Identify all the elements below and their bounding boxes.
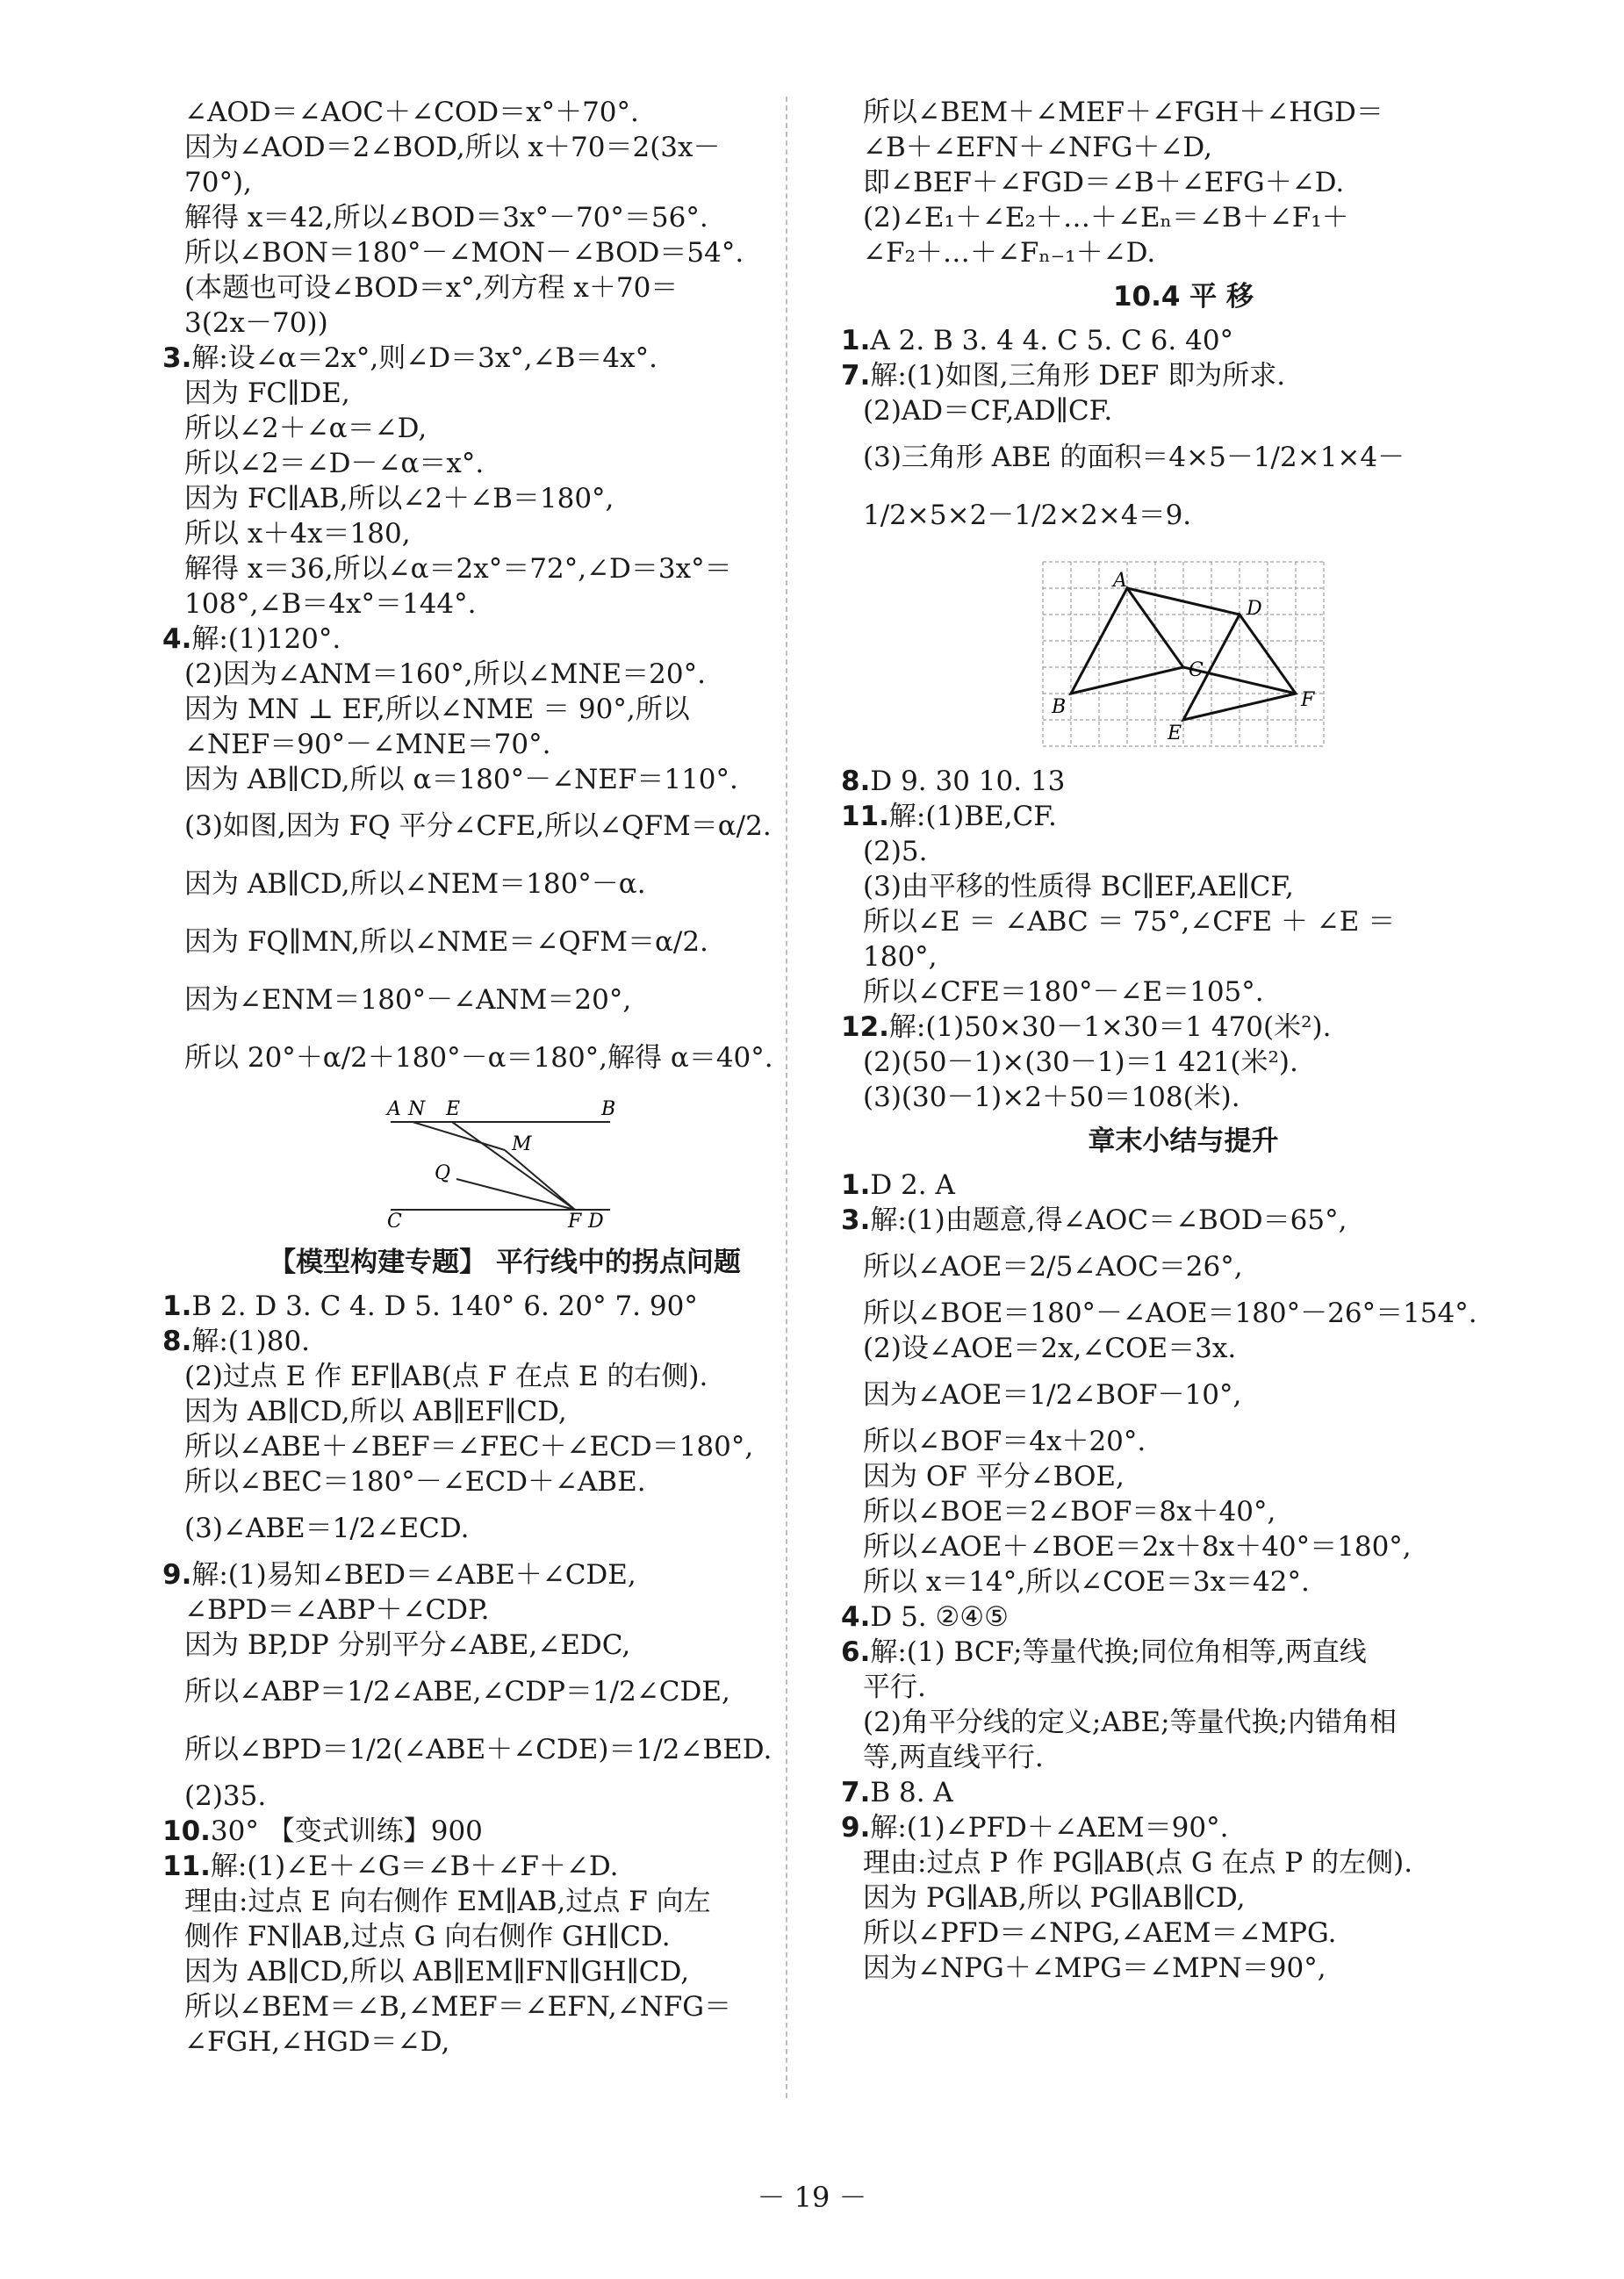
answer-line: [162, 341, 847, 376]
answer-text: A 2. B 3. 4 4. C 5. C 6. 40°: [870, 325, 1234, 356]
answer-line: [841, 1529, 1526, 1564]
answer-text: 侧作 FN∥AB,过点 G 向右侧作 GH∥CD.: [184, 1921, 671, 1952]
answer-line: [162, 1557, 847, 1592]
answer-text: 解:(1)50×30－1×30＝1 470(米²).: [888, 1011, 1332, 1043]
answer-text: 所以∠2＋∠α＝∠D,: [184, 413, 428, 444]
answer-line: [841, 1010, 1526, 1045]
grid-label-a: A: [1113, 570, 1127, 592]
question-number: 8.: [841, 766, 871, 797]
fig-label-b: B: [601, 1098, 616, 1120]
answer-line: [841, 323, 1526, 358]
answer-text: 解:(1)如图,三角形 DEF 即为所求.: [870, 360, 1286, 392]
answer-text: 所以 x＋4x＝180,: [184, 518, 411, 550]
grid-label-c: C: [1189, 659, 1204, 681]
answer-line: [162, 1499, 847, 1557]
answer-text: 所以∠BPD＝1/2(∠ABE＋∠CDE)＝1/2∠BED.: [184, 1734, 772, 1765]
answer-text: 所以∠AOE＋∠BOE＝2x＋8x＋40°＝180°,: [863, 1531, 1412, 1563]
answer-line: [841, 1775, 1526, 1810]
left-answers: [162, 95, 847, 1087]
answer-text: 等,两直线平行.: [863, 1742, 1044, 1773]
answer-text: 因为 AB∥CD,所以 AB∥EF∥CD,: [184, 1396, 567, 1427]
question-number: 7.: [841, 360, 871, 392]
answer-line: [841, 799, 1526, 834]
answer-line: [162, 200, 847, 235]
answer-text: 所以 20°＋α/2＋180°－α＝180°,解得 α＝40°.: [184, 1042, 773, 1074]
answer-line: [162, 1289, 847, 1324]
answer-text: 平行.: [863, 1672, 926, 1703]
answer-text: 理由:过点 P 作 PG∥AB(点 G 在点 P 的左侧).: [863, 1847, 1413, 1879]
answer-line: [162, 1721, 847, 1779]
answer-text: 180°,: [863, 941, 938, 973]
fig-label-m: M: [512, 1133, 532, 1155]
answer-line: [162, 446, 847, 481]
answer-text: ∠AOD＝∠AOC＋∠COD＝x°＋70°.: [184, 97, 639, 128]
answer-text: ∠B＋∠EFN＋∠NFG＋∠D,: [863, 132, 1212, 163]
answer-line: [841, 235, 1526, 270]
question-number: 11.: [841, 801, 889, 832]
answer-line: [162, 797, 847, 855]
section-title-model: 【模型构建专题】 平行线中的拐点问题: [269, 1247, 741, 1278]
answer-text: (2)AD＝CF,AD∥CF.: [863, 395, 1113, 427]
answer-line: [841, 1670, 1526, 1705]
answer-line: [162, 1884, 847, 1919]
model-answers: [162, 1289, 847, 2060]
answer-text: D 9. 30 10. 13: [870, 766, 1066, 797]
answer-line: [841, 1740, 1526, 1775]
answer-text: 所以∠BOE＝2∠BOF＝8x＋40°,: [863, 1496, 1276, 1528]
answer-text: 因为 FC∥AB,所以∠2＋∠B＝180°,: [184, 483, 614, 514]
answer-line: [162, 657, 847, 692]
answer-line: [841, 1045, 1526, 1080]
answer-text: 所以∠ABP＝1/2∠ABE,∠CDP＝1/2∠CDE,: [184, 1676, 730, 1707]
page-number: － 19 －: [757, 2181, 867, 2214]
answer-text: 解:(1)120°.: [191, 623, 341, 655]
answer-text: 70°),: [184, 167, 252, 198]
answer-line: [841, 1600, 1526, 1635]
answer-line: [162, 270, 847, 306]
answer-line: [162, 622, 847, 657]
answer-text: (3)∠ABE＝1/2∠ECD.: [184, 1513, 470, 1544]
answer-line: [162, 1029, 847, 1087]
answer-text: (2)设∠AOE＝2x,∠COE＝3x.: [863, 1333, 1237, 1364]
answer-text: 因为 AB∥CD,所以 α＝180°－∠NEF＝110°.: [184, 764, 738, 795]
grid-label-f: F: [1301, 689, 1315, 711]
answer-text: 解得 x＝36,所以∠α＝2x°＝72°,∠D＝3x°＝: [184, 553, 732, 585]
question-number: 3.: [162, 342, 192, 374]
answer-line: [162, 376, 847, 411]
answer-line: [162, 762, 847, 797]
answer-text: 所以∠ABE＋∠BEF＝∠FEC＋∠ECD＝180°,: [184, 1431, 754, 1463]
answer-line: [841, 1916, 1526, 1951]
question-number: 7.: [841, 1777, 871, 1808]
answer-line: [841, 1951, 1526, 1986]
answer-line: [162, 971, 847, 1029]
answer-text: ∠FGH,∠HGD＝∠D,: [184, 2026, 450, 2058]
answer-line: [162, 165, 847, 200]
answer-text: 解:(1)由题意,得∠AOC＝∠BOD＝65°,: [870, 1204, 1347, 1236]
answer-line: [841, 834, 1526, 869]
translation-answers-2: [841, 764, 1526, 1115]
question-number: 12.: [841, 1011, 889, 1043]
answer-line: [841, 165, 1526, 200]
question-number: 9.: [841, 1812, 871, 1844]
answer-line: [162, 306, 847, 341]
answer-text: 所以∠BON＝180°－∠MON－∠BOD＝54°.: [184, 237, 744, 269]
answer-line: [162, 913, 847, 971]
question-number: 1.: [841, 325, 871, 356]
answer-text: 解:(1)BE,CF.: [888, 801, 1057, 832]
answer-line: [162, 1324, 847, 1359]
answer-text: (2)因为∠ANM＝160°,所以∠MNE＝20°.: [184, 658, 706, 690]
parallel-lines-figure: [356, 1096, 654, 1227]
answer-line: [841, 1635, 1526, 1670]
fig-label-n: N: [408, 1098, 426, 1120]
grid-label-b: B: [1052, 696, 1067, 718]
answer-line: [841, 486, 1526, 544]
answer-text: 因为 AB∥CD,所以 AB∥EM∥FN∥GH∥CD,: [184, 1956, 690, 1988]
answer-text: 因为 AB∥CD,所以∠NEM＝180°－α.: [184, 868, 646, 900]
answer-text: (本题也可设∠BOD＝x°,列方程 x＋70＝: [184, 272, 679, 304]
answer-line: [841, 904, 1526, 939]
answer-text: 因为 PG∥AB,所以 PG∥AB∥CD,: [863, 1882, 1246, 1914]
answer-line: [162, 586, 847, 622]
answer-text: 所以∠E ＝ ∠ABC ＝ 75°,∠CFE ＋ ∠E ＝: [863, 906, 1396, 938]
answer-line: [841, 1459, 1526, 1494]
answer-line: [841, 869, 1526, 904]
question-number: 1.: [162, 1290, 192, 1322]
answer-text: B 2. D 3. C 4. D 5. 140° 6. 20° 7. 90°: [191, 1290, 698, 1322]
answer-text: 解:(1)80.: [191, 1326, 311, 1357]
answer-text: 解:(1)∠PFD＋∠AEM＝90°.: [870, 1812, 1229, 1844]
answer-text: 所以∠BOE＝180°－∠AOE＝180°－26°＝154°.: [863, 1298, 1477, 1329]
answer-line: [841, 1238, 1526, 1296]
answer-text: 因为 OF 平分∠BOE,: [863, 1461, 1125, 1492]
answer-text: 所以∠PFD＝∠NPG,∠AEM＝∠MPG.: [863, 1917, 1337, 1949]
answer-text: D 2. A: [870, 1169, 955, 1201]
answer-text: 因为 FQ∥MN,所以∠NME＝∠QFM＝α/2.: [184, 926, 708, 958]
answer-line: [841, 1424, 1526, 1459]
summary-answers: [841, 1168, 1526, 1986]
answer-line: [841, 939, 1526, 974]
fig-label-e: E: [446, 1098, 461, 1120]
answer-line: [841, 1366, 1526, 1424]
right-answers-top: [841, 95, 1526, 270]
answer-text: (3)(30－1)×2＋50＝108(米).: [863, 1082, 1240, 1113]
question-number: 6.: [841, 1636, 871, 1668]
question-number: 11.: [162, 1851, 211, 1882]
section-title-translation: 10.4 平 移: [1112, 281, 1254, 313]
answer-text: 解:设∠α＝2x°,则∠D＝3x°,∠B＝4x°.: [191, 342, 658, 374]
answer-text: 解得 x＝42,所以∠BOD＝3x°－70°＝56°.: [184, 202, 708, 234]
grid-label-e: E: [1168, 723, 1182, 744]
answer-line: [162, 411, 847, 446]
answer-text: D 5. ②④⑤: [870, 1601, 1009, 1633]
fig-label-f: F: [568, 1211, 582, 1227]
answer-line: [162, 1814, 847, 1849]
section-title-summary: 章末小结与提升: [1088, 1125, 1279, 1157]
answer-text: 所以∠BEC＝180°－∠ECD＋∠ABE.: [184, 1466, 646, 1498]
answer-text: 所以∠CFE＝180°－∠E＝105°.: [863, 976, 1264, 1008]
answer-line: [162, 1663, 847, 1721]
question-number: 1.: [841, 1169, 871, 1201]
answer-text: 因为∠AOE＝1/2∠BOF－10°,: [863, 1379, 1242, 1411]
question-number: 4.: [841, 1601, 871, 1633]
fig-label-q: Q: [435, 1162, 451, 1184]
answer-text: 理由:过点 E 向右侧作 EM∥AB,过点 F 向左: [184, 1886, 711, 1917]
answer-line: [162, 692, 847, 727]
answer-line: [841, 200, 1526, 235]
answer-text: 因为 BP,DP 分别平分∠ABE,∠EDC,: [184, 1629, 631, 1661]
answer-line: [162, 1628, 847, 1663]
answer-text: (2)5.: [863, 836, 928, 867]
answer-line: [162, 1394, 847, 1429]
answer-text: 即∠BEF＋∠FGD＝∠B＋∠EFG＋∠D.: [863, 167, 1345, 198]
answer-line: [841, 1705, 1526, 1740]
answer-line: [162, 516, 847, 551]
answer-text: (2)过点 E 作 EF∥AB(点 F 在点 E 的右侧).: [184, 1361, 708, 1392]
answer-line: [841, 974, 1526, 1010]
answer-line: [841, 358, 1526, 393]
answer-line: [162, 2024, 847, 2060]
answer-line: [162, 855, 847, 913]
answer-line: [162, 1989, 847, 2024]
answer-line: [841, 1810, 1526, 1845]
answer-line: [162, 1464, 847, 1499]
answer-text: 所以∠2＝∠D－∠α＝x°.: [184, 448, 485, 479]
answer-line: [841, 130, 1526, 165]
answer-line: [162, 95, 847, 130]
answer-text: (2)∠E₁＋∠E₂＋…＋∠Eₙ＝∠B＋∠F₁＋: [863, 202, 1349, 234]
question-number: 3.: [841, 1204, 871, 1236]
answer-line: [841, 1296, 1526, 1331]
answer-text: (3)如图,因为 FQ 平分∠CFE,所以∠QFM＝α/2.: [184, 810, 772, 842]
answer-text: 解:(1) BCF;等量代换;同位角相等,两直线: [870, 1636, 1367, 1668]
answer-text: 所以∠BEM＝∠B,∠MEF＝∠EFN,∠NFG＝: [184, 1991, 732, 2023]
answer-line: [162, 1954, 847, 1989]
answer-line: [841, 1331, 1526, 1366]
answer-text: 1/2×5×2－1/2×2×4＝9.: [863, 500, 1192, 531]
answer-text: 所以∠BOF＝4x＋20°.: [863, 1426, 1146, 1457]
question-number: 4.: [162, 623, 192, 655]
answer-line: [841, 764, 1526, 799]
answer-line: [841, 393, 1526, 428]
left-column: [162, 95, 847, 2060]
fig-label-a: A: [387, 1098, 401, 1120]
answer-line: [162, 1429, 847, 1464]
answer-line: [162, 1779, 847, 1814]
answer-text: 因为∠NPG＋∠MPG＝∠MPN＝90°,: [863, 1952, 1326, 1984]
answer-line: [841, 1880, 1526, 1916]
answer-line: [162, 1849, 847, 1884]
answer-text: (3)由平移的性质得 BC∥EF,AE∥CF,: [863, 871, 1294, 902]
answer-text: 30° 【变式训练】900: [210, 1815, 483, 1847]
fig-label-c: C: [387, 1211, 402, 1227]
question-number: 10.: [162, 1815, 211, 1847]
answer-text: ∠BPD＝∠ABP＋∠CDP.: [184, 1594, 490, 1626]
answer-text: B 8. A: [870, 1777, 953, 1808]
answer-line: [841, 1845, 1526, 1880]
answer-text: 所以∠AOE＝2/5∠AOC＝26°,: [863, 1251, 1243, 1283]
translation-answers: [841, 323, 1526, 544]
question-number: 8.: [162, 1326, 192, 1357]
answer-line: [162, 551, 847, 586]
answer-text: 3(2x－70)): [184, 307, 328, 339]
answer-line: [162, 481, 847, 516]
question-number: 9.: [162, 1559, 192, 1591]
answer-line: [162, 235, 847, 270]
answer-line: [841, 428, 1526, 486]
grid-label-d: D: [1247, 598, 1262, 620]
answer-text: 解:(1)易知∠BED＝∠ABE＋∠CDE,: [191, 1559, 636, 1591]
answer-line: [841, 1203, 1526, 1238]
answer-text: 108°,∠B＝4x°＝144°.: [184, 588, 477, 620]
answer-line: [841, 95, 1526, 130]
fig-label-d: D: [588, 1211, 604, 1227]
grid-triangle-figure: [1025, 553, 1341, 755]
answer-line: [841, 1168, 1526, 1203]
answer-text: ∠F₂＋…＋∠Fₙ₋₁＋∠D.: [863, 237, 1156, 269]
answer-line: [841, 1564, 1526, 1600]
answer-text: (2)角平分线的定义;ABE;等量代换;内错角相: [863, 1707, 1398, 1738]
answer-text: (3)三角形 ABE 的面积＝4×5－1/2×1×4－: [863, 442, 1405, 473]
answer-line: [162, 1592, 847, 1628]
answer-line: [162, 1359, 847, 1394]
right-column: [841, 95, 1526, 1986]
answer-text: 因为 FC∥DE,: [184, 377, 350, 409]
answer-text: 因为∠ENM＝180°－∠ANM＝20°,: [184, 984, 632, 1016]
answer-text: ∠NEF＝90°－∠MNE＝70°.: [184, 729, 551, 760]
answer-line: [162, 1919, 847, 1954]
answer-text: 所以∠BEM＋∠MEF＋∠FGH＋∠HGD＝: [863, 97, 1383, 128]
answer-line: [162, 130, 847, 165]
answer-text: 所以 x＝14°,所以∠COE＝3x＝42°.: [863, 1566, 1310, 1598]
answer-text: 因为 MN ⊥ EF,所以∠NME ＝ 90°,所以: [184, 694, 690, 725]
answer-text: 解:(1)∠E＋∠G＝∠B＋∠F＋∠D.: [210, 1851, 619, 1882]
answer-text: (2)(50－1)×(30－1)＝1 421(米²).: [863, 1046, 1298, 1078]
answer-line: [841, 1080, 1526, 1115]
answer-text: 因为∠AOD＝2∠BOD,所以 x＋70＝2(3x－: [184, 132, 721, 163]
answer-text: (2)35.: [184, 1780, 267, 1812]
answer-line: [162, 727, 847, 762]
answer-line: [841, 1494, 1526, 1529]
